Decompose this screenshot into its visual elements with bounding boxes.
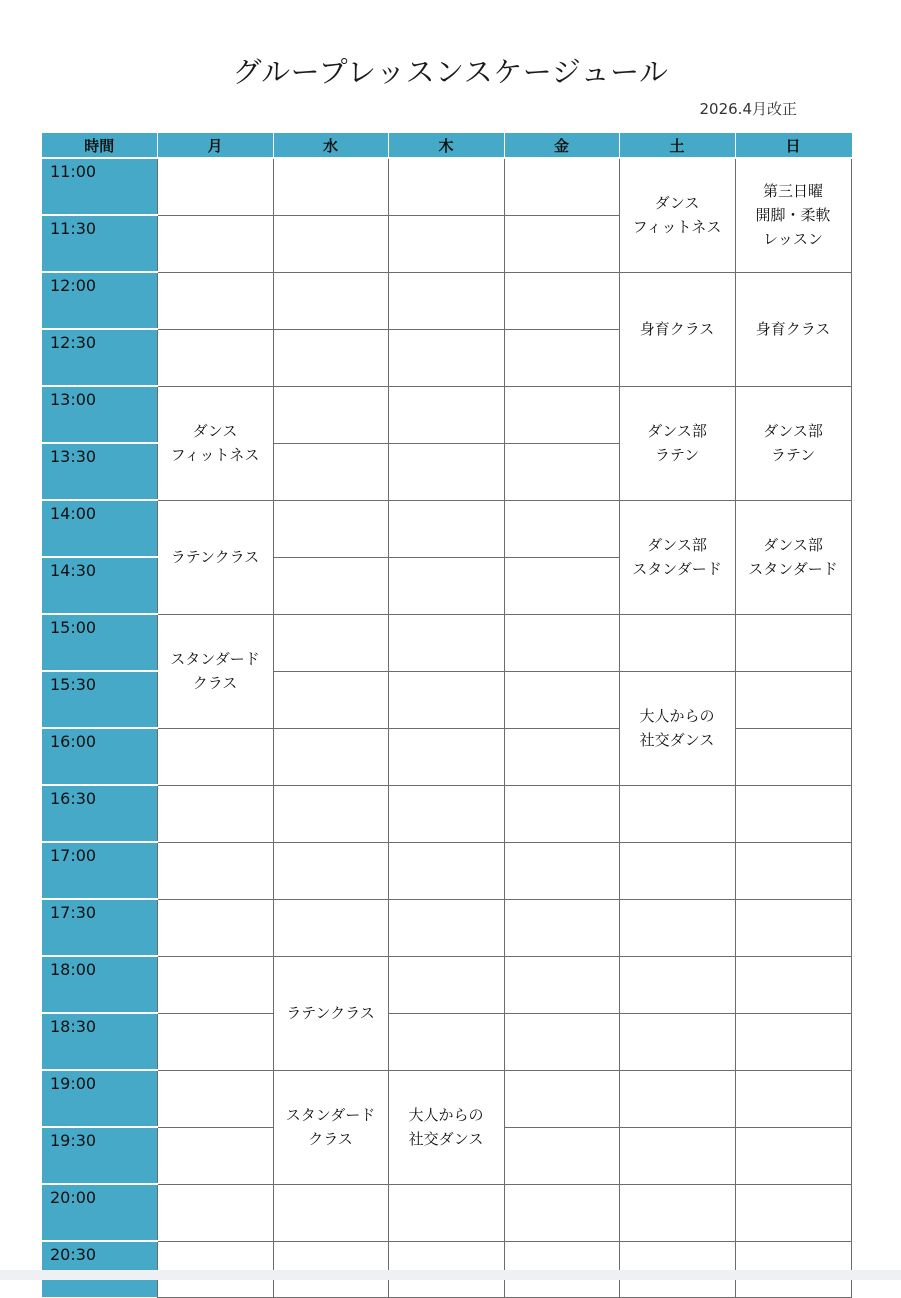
- time-label: 13:00: [42, 386, 157, 443]
- empty-cell: [619, 956, 735, 1013]
- time-label: 15:30: [42, 671, 157, 728]
- empty-cell: [157, 215, 273, 272]
- page-title: グループレッスンスケージュール: [232, 55, 669, 89]
- time-label: 17:00: [42, 842, 157, 899]
- empty-cell: [504, 671, 619, 728]
- empty-cell: [273, 785, 388, 842]
- lesson-wed-latin: ラテンクラス: [273, 956, 388, 1070]
- empty-cell: [619, 785, 735, 842]
- column-header-monday: 月: [157, 133, 273, 158]
- empty-cell: [735, 956, 851, 1013]
- empty-cell: [504, 956, 619, 1013]
- empty-cell: [388, 215, 504, 272]
- empty-cell: [504, 614, 619, 671]
- time-label: 20:30: [42, 1241, 157, 1297]
- time-row: [42, 842, 851, 899]
- lesson-thu-social-dance: 大人からの 社交ダンス: [388, 1070, 504, 1184]
- time-label: 12:00: [42, 272, 157, 329]
- time-row: [42, 614, 851, 671]
- column-header-time: 時間: [42, 133, 157, 158]
- empty-cell: [504, 158, 619, 215]
- time-row: [42, 1070, 851, 1127]
- time-label: 20:00: [42, 1184, 157, 1241]
- empty-cell: [388, 1241, 504, 1297]
- empty-cell: [157, 1013, 273, 1070]
- empty-cell: [619, 614, 735, 671]
- lesson-sun-dance-club-latin: ダンス部 ラテン: [735, 386, 851, 500]
- empty-cell: [504, 272, 619, 329]
- empty-cell: [619, 1127, 735, 1184]
- lesson-sun-flexibility: 第三日曜 開脚・柔軟 レッスン: [735, 158, 851, 272]
- time-label: 19:30: [42, 1127, 157, 1184]
- empty-cell: [619, 899, 735, 956]
- lesson-mon-dance-fitness: ダンス フィットネス: [157, 386, 273, 500]
- empty-cell: [273, 557, 388, 614]
- empty-cell: [157, 329, 273, 386]
- time-row: [42, 1184, 851, 1241]
- empty-cell: [735, 1184, 851, 1241]
- empty-cell: [157, 956, 273, 1013]
- empty-cell: [157, 1070, 273, 1127]
- empty-cell: [157, 842, 273, 899]
- empty-cell: [619, 1241, 735, 1297]
- empty-cell: [273, 158, 388, 215]
- empty-cell: [273, 272, 388, 329]
- empty-cell: [504, 842, 619, 899]
- empty-cell: [504, 215, 619, 272]
- empty-cell: [619, 1184, 735, 1241]
- empty-cell: [504, 443, 619, 500]
- column-header-sunday: 日: [735, 133, 851, 158]
- column-header-wednesday: 水: [273, 133, 388, 158]
- empty-cell: [273, 329, 388, 386]
- empty-cell: [273, 1184, 388, 1241]
- empty-cell: [273, 215, 388, 272]
- empty-cell: [504, 1241, 619, 1297]
- empty-cell: [388, 557, 504, 614]
- empty-cell: [735, 728, 851, 785]
- empty-cell: [735, 785, 851, 842]
- empty-cell: [388, 272, 504, 329]
- empty-cell: [388, 1184, 504, 1241]
- empty-cell: [735, 671, 851, 728]
- empty-cell: [619, 1013, 735, 1070]
- time-label: 12:30: [42, 329, 157, 386]
- empty-cell: [735, 1013, 851, 1070]
- time-label: 19:00: [42, 1070, 157, 1127]
- empty-cell: [388, 785, 504, 842]
- column-header-thursday: 木: [388, 133, 504, 158]
- empty-cell: [388, 158, 504, 215]
- empty-cell: [273, 443, 388, 500]
- time-label: 15:00: [42, 614, 157, 671]
- empty-cell: [735, 614, 851, 671]
- lesson-schedule-table: [42, 133, 852, 1298]
- lesson-mon-latin: ラテンクラス: [157, 500, 273, 614]
- empty-cell: [504, 728, 619, 785]
- lesson-wed-standard: スタンダード クラス: [273, 1070, 388, 1184]
- empty-cell: [388, 1013, 504, 1070]
- empty-cell: [388, 671, 504, 728]
- empty-cell: [273, 500, 388, 557]
- empty-cell: [504, 329, 619, 386]
- time-label: 11:00: [42, 158, 157, 215]
- lesson-sat-dance-club-standard: ダンス部 スタンダード: [619, 500, 735, 614]
- empty-cell: [388, 443, 504, 500]
- empty-cell: [504, 785, 619, 842]
- empty-cell: [157, 1241, 273, 1297]
- empty-cell: [273, 671, 388, 728]
- time-row: [42, 500, 851, 557]
- time-label: 18:00: [42, 956, 157, 1013]
- empty-cell: [273, 728, 388, 785]
- empty-cell: [388, 386, 504, 443]
- empty-cell: [273, 899, 388, 956]
- empty-cell: [504, 1013, 619, 1070]
- lesson-mon-standard: スタンダード クラス: [157, 614, 273, 728]
- empty-cell: [735, 1070, 851, 1127]
- lesson-sat-social-dance: 大人からの 社交ダンス: [619, 671, 735, 785]
- empty-cell: [157, 785, 273, 842]
- time-row: [42, 785, 851, 842]
- empty-cell: [504, 557, 619, 614]
- empty-cell: [388, 956, 504, 1013]
- empty-cell: [388, 728, 504, 785]
- time-row: [42, 899, 851, 956]
- empty-cell: [504, 1070, 619, 1127]
- empty-cell: [735, 1127, 851, 1184]
- empty-cell: [157, 1127, 273, 1184]
- lesson-sat-physical: 身育クラス: [619, 272, 735, 386]
- empty-cell: [735, 842, 851, 899]
- time-label: 14:30: [42, 557, 157, 614]
- empty-cell: [388, 842, 504, 899]
- lesson-sun-physical: 身育クラス: [735, 272, 851, 386]
- empty-cell: [504, 500, 619, 557]
- column-header-friday: 金: [504, 133, 619, 158]
- empty-cell: [388, 500, 504, 557]
- time-row: [42, 1013, 851, 1070]
- time-label: 18:30: [42, 1013, 157, 1070]
- empty-cell: [273, 386, 388, 443]
- empty-cell: [619, 1070, 735, 1127]
- column-header-saturday: 土: [619, 133, 735, 158]
- empty-cell: [273, 842, 388, 899]
- time-label: 11:30: [42, 215, 157, 272]
- empty-cell: [157, 272, 273, 329]
- empty-cell: [273, 614, 388, 671]
- empty-cell: [504, 386, 619, 443]
- empty-cell: [504, 1127, 619, 1184]
- lesson-sat-dance-fitness: ダンス フィットネス: [619, 158, 735, 272]
- empty-cell: [157, 1184, 273, 1241]
- lesson-sun-dance-club-standard: ダンス部 スタンダード: [735, 500, 851, 614]
- empty-cell: [388, 329, 504, 386]
- time-label: 13:30: [42, 443, 157, 500]
- empty-cell: [273, 1241, 388, 1297]
- time-label: 16:30: [42, 785, 157, 842]
- empty-cell: [157, 728, 273, 785]
- bottom-strip: [0, 1270, 901, 1280]
- lesson-sat-dance-club-latin: ダンス部 ラテン: [619, 386, 735, 500]
- empty-cell: [619, 842, 735, 899]
- header-row: [42, 133, 851, 158]
- time-row: [42, 386, 851, 443]
- time-row: [42, 158, 851, 215]
- empty-cell: [504, 1184, 619, 1241]
- empty-cell: [504, 899, 619, 956]
- time-row: [42, 956, 851, 1013]
- time-label: 14:00: [42, 500, 157, 557]
- time-row: [42, 1241, 851, 1297]
- empty-cell: [735, 899, 851, 956]
- time-row: [42, 272, 851, 329]
- empty-cell: [157, 158, 273, 215]
- empty-cell: [388, 614, 504, 671]
- empty-cell: [157, 899, 273, 956]
- empty-cell: [735, 1241, 851, 1297]
- time-label: 17:30: [42, 899, 157, 956]
- empty-cell: [388, 899, 504, 956]
- time-label: 16:00: [42, 728, 157, 785]
- revision-date: 2026.4月改正: [699, 100, 797, 118]
